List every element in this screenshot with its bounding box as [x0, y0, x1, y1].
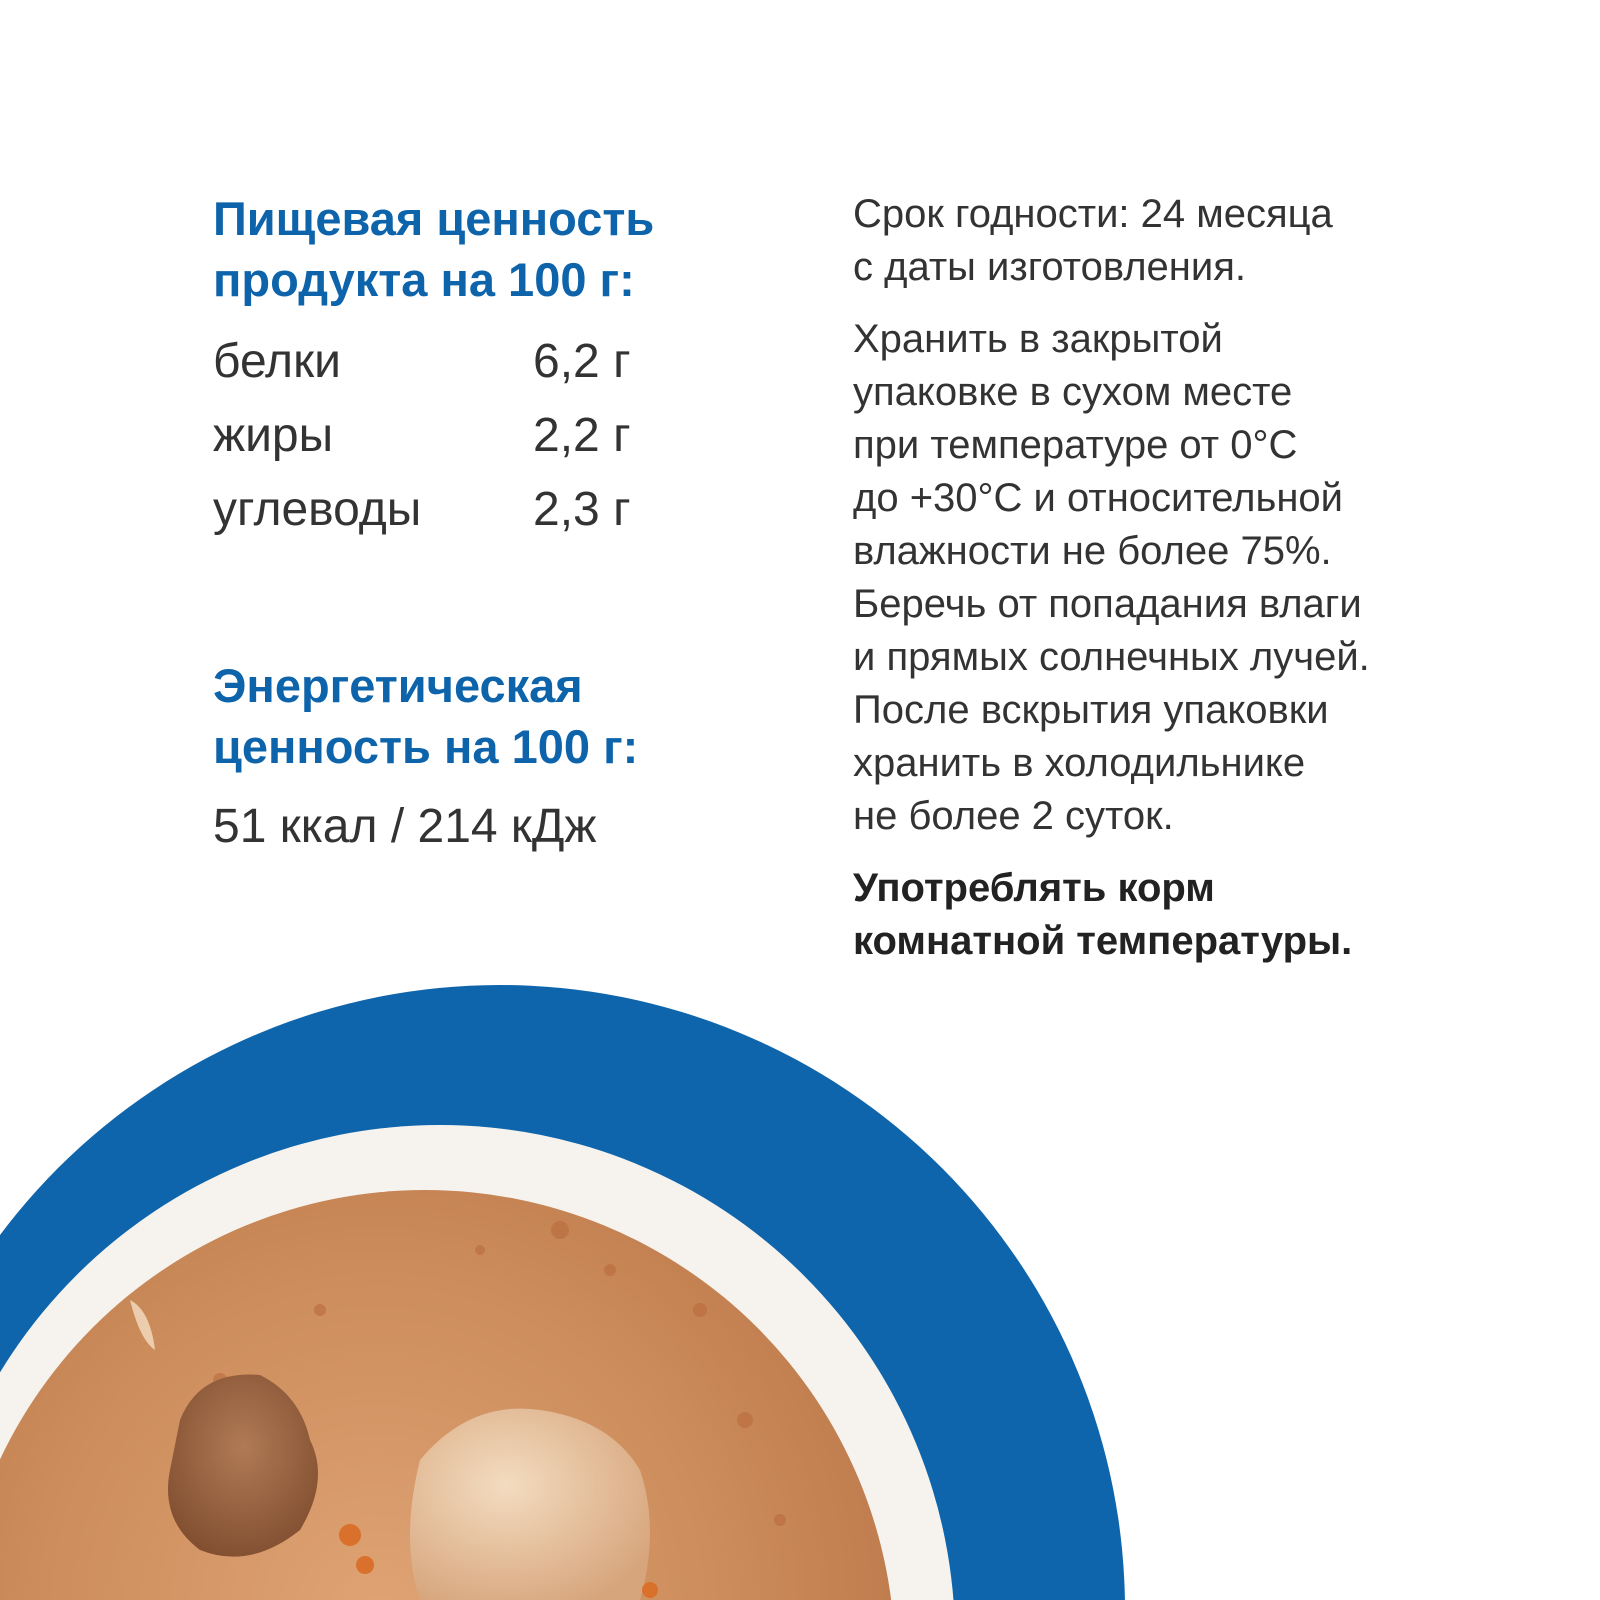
nutrient-table	[213, 325, 773, 547]
storage-line: После вскрытия упаковки	[853, 688, 1329, 732]
serving-line1: Употреблять корм	[853, 866, 1215, 910]
nutrient-name-fat: жиры	[213, 409, 334, 462]
storage-line: и прямых солнечных лучей.	[853, 635, 1370, 679]
nutrition-heading-line1: Пищевая ценность	[213, 192, 655, 245]
energy-value: 51 ккал / 214 кДж	[213, 800, 597, 853]
nutrient-name-carbs: углеводы	[213, 483, 422, 536]
nutrient-row	[213, 473, 773, 547]
shelf-life-line2: с даты изготовления.	[853, 245, 1247, 289]
energy-heading	[213, 655, 773, 777]
storage-line: до +30°С и относительной	[853, 476, 1344, 520]
storage-line: хранить в холодильнике	[853, 741, 1306, 785]
nutrient-row	[213, 399, 773, 473]
energy-heading-line2: ценность на 100 г:	[213, 720, 639, 773]
storage-line: упаковке в сухом месте	[853, 370, 1293, 414]
serving-line2: комнатной температуры.	[853, 919, 1353, 963]
shelf-life-line1: Срок годности: 24 месяца	[853, 192, 1333, 236]
nutrition-heading-line2: продукта на 100 г:	[213, 253, 635, 306]
energy-heading-line1: Энергетическая	[213, 659, 583, 712]
storage-line: влажности не более 75%.	[853, 529, 1332, 573]
nutrient-value-protein: 6,2 г	[533, 335, 631, 388]
nutrition-heading	[213, 188, 773, 310]
storage-conditions-text	[853, 313, 1493, 843]
nutrition-column	[213, 188, 773, 857]
nutrient-value-carbs: 2,3 г	[533, 483, 631, 536]
nutrient-value-fat: 2,2 г	[533, 409, 631, 462]
storage-line: не более 2 суток.	[853, 794, 1174, 838]
storage-line: Беречь от попадания влаги	[853, 582, 1362, 626]
nutrient-row	[213, 325, 773, 399]
shelf-life-text	[853, 188, 1493, 294]
storage-line: Хранить в закрытой	[853, 317, 1223, 361]
nutrient-name-protein: белки	[213, 335, 341, 388]
serving-instruction	[853, 862, 1493, 968]
storage-column	[853, 188, 1493, 968]
storage-line: при температуре от 0°С	[853, 423, 1298, 467]
